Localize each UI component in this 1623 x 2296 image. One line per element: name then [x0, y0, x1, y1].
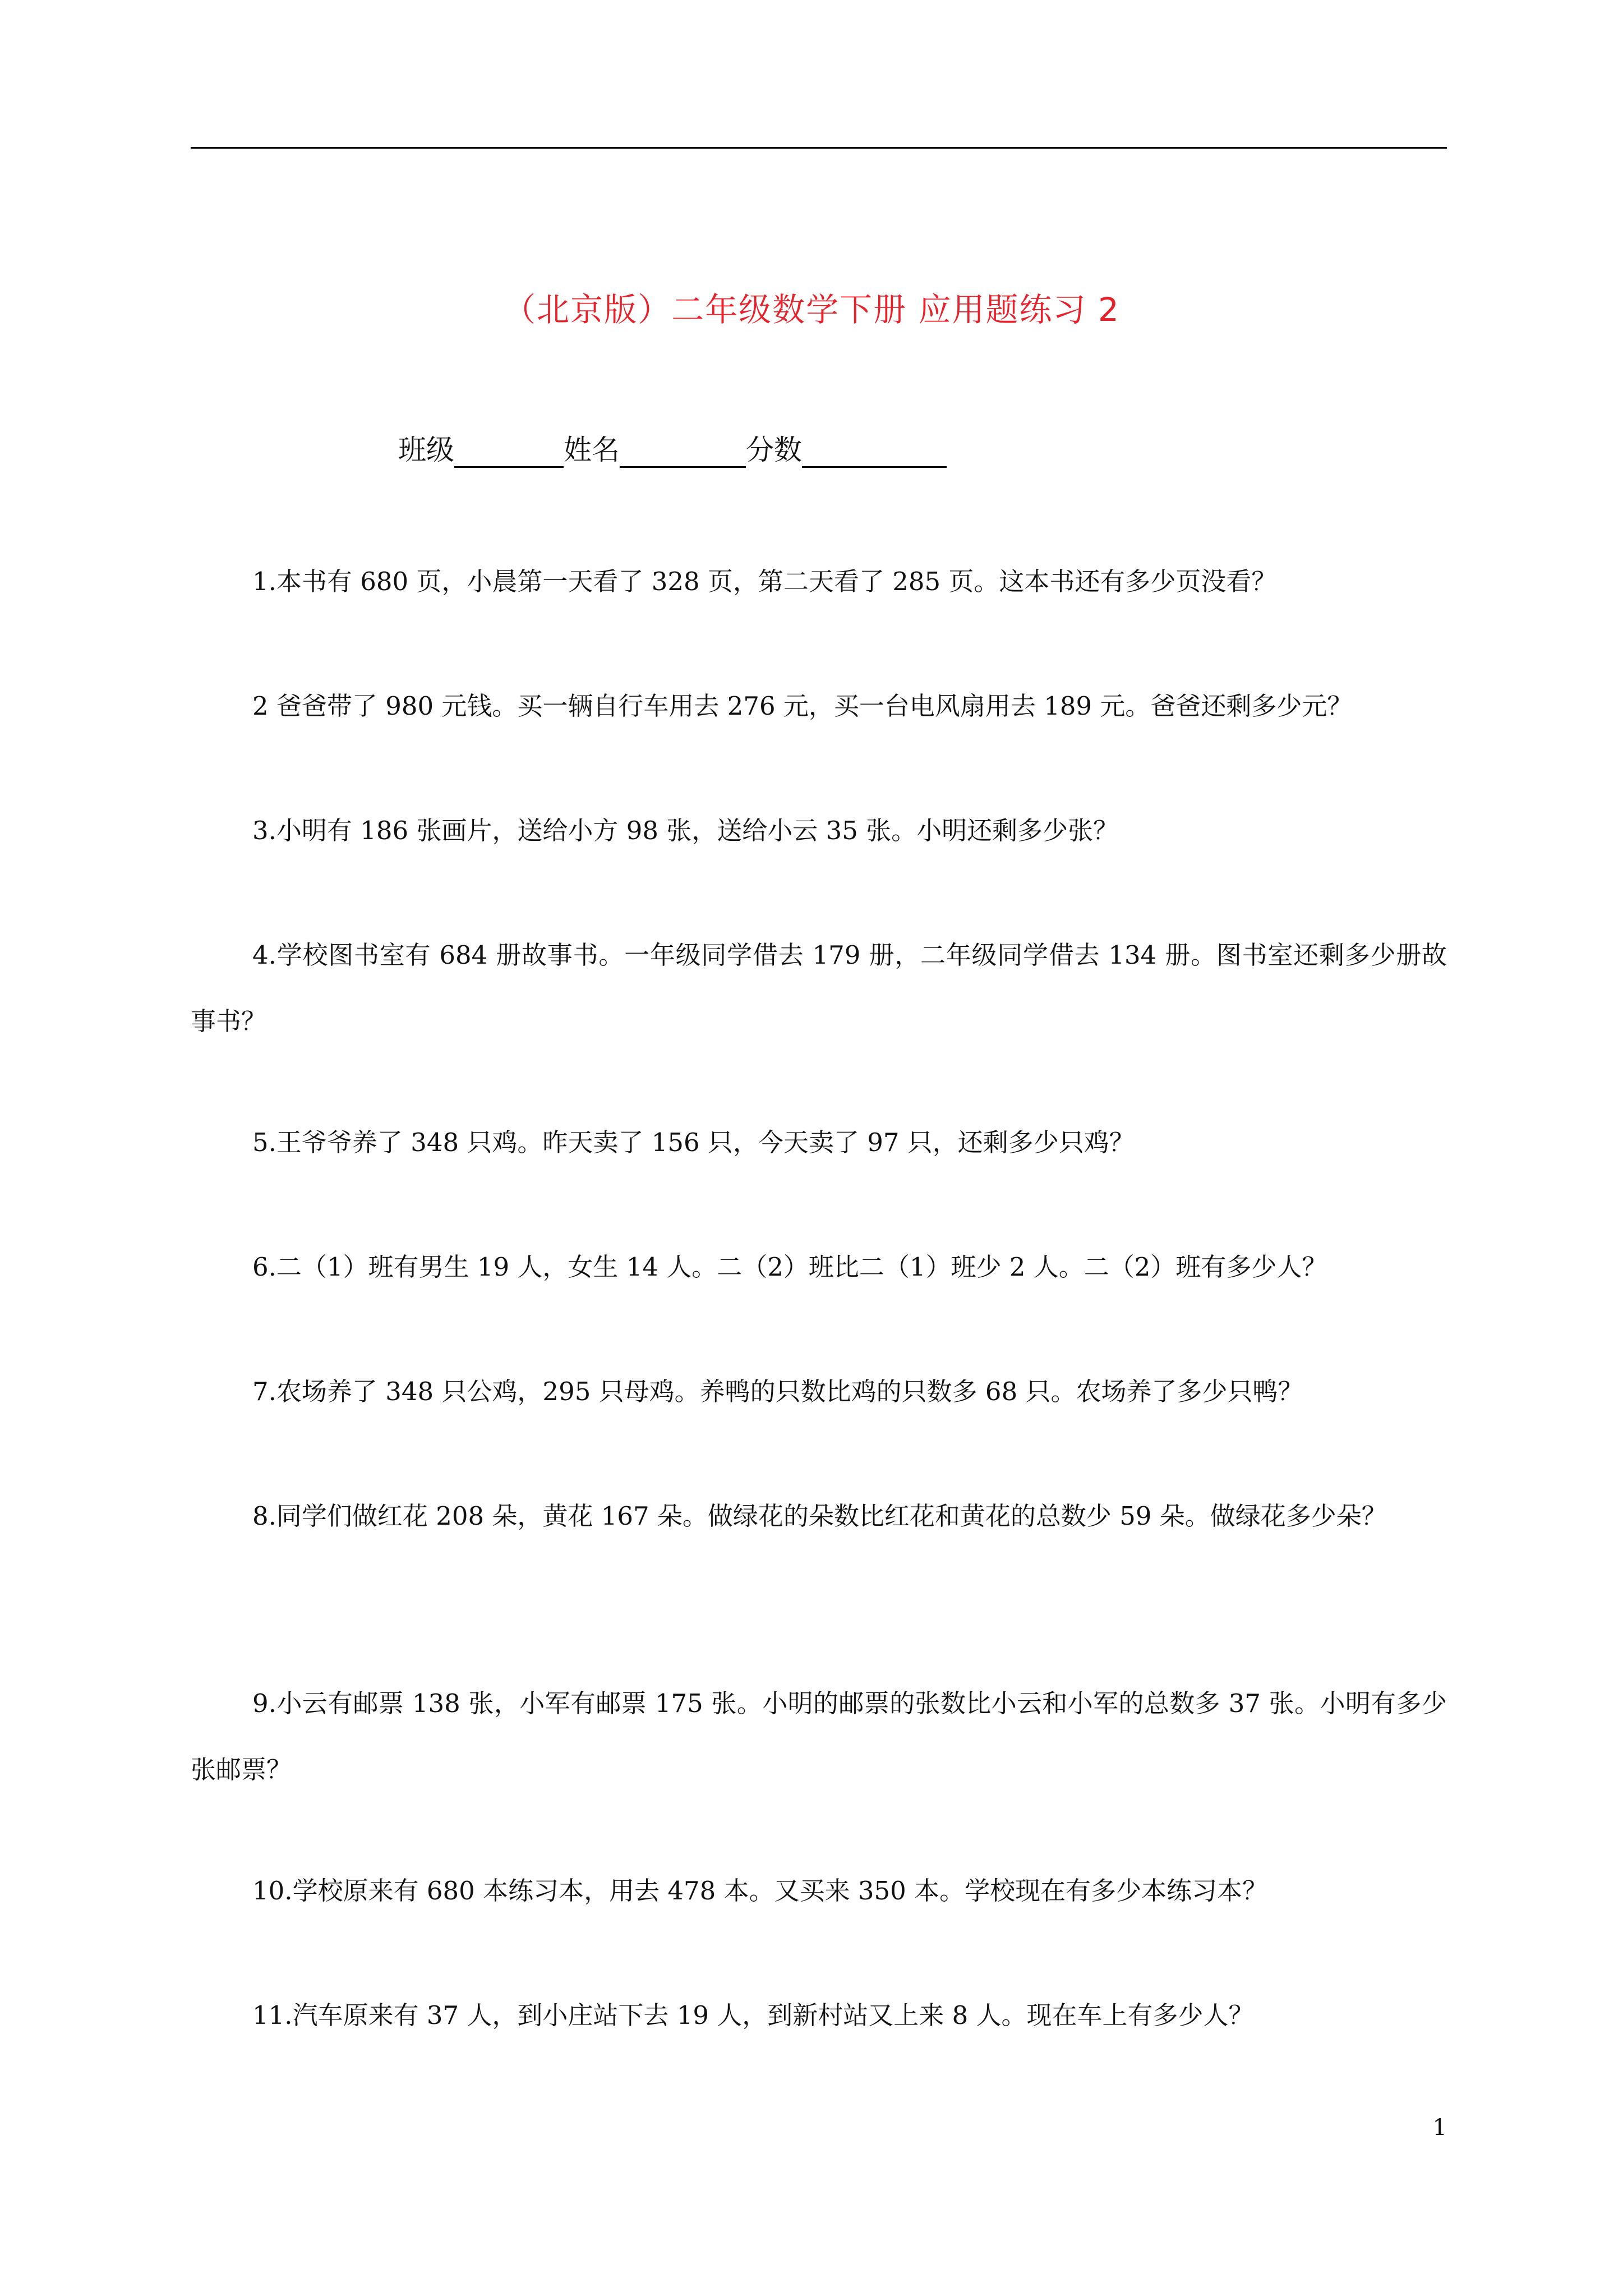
score-label: 分数 — [746, 434, 802, 466]
student-info-line — [398, 427, 947, 468]
question-4: 4.学校图书室有 684 册故事书。一年级同学借去 179 册，二年级同学借去 134 册。图书室还剩多少册故事书？ — [191, 940, 1447, 1036]
question-1: 1.本书有 680 页，小晨第一天看了 328 页，第二天看了 285 页。这本书还有多少页没看？ — [252, 567, 1277, 596]
question-7: 7.农场养了 348 只公鸡，295 只母鸡。养鸭的只数比鸡的只数多 68 只。农场养了多少只鸭？ — [252, 1377, 1303, 1406]
question-9: 9.小云有邮票 138 张，小军有邮票 175 张。小明的邮票的张数比小云和小军的总数多 37 张。小明有多少张邮票？ — [191, 1688, 1447, 1784]
question-6: 6.二（1）班有男生 19 人，女生 14 人。二（2）班比二（1）班少 2 人。二（2）班有多少人？ — [252, 1252, 1327, 1282]
name-blank — [620, 435, 746, 468]
name-label: 姓名 — [564, 434, 620, 466]
score-blank — [802, 435, 947, 468]
question-3: 3.小明有 186 张画片，送给小方 98 张，送给小云 35 张。小明还剩多少张？ — [252, 816, 1119, 845]
class-label: 班级 — [398, 434, 454, 466]
question-8: 8.同学们做红花 208 朵，黄花 167 朵。做绿花的朵数比红花和黄花的总数少 59 朵。做绿花多少朵？ — [252, 1501, 1387, 1531]
header-rule — [191, 147, 1447, 149]
question-2: 2 爸爸带了 980 元钱。买一辆自行车用去 276 元，买一台电风扇用去 189 元。爸爸还剩多少元？ — [252, 691, 1353, 721]
question-5: 5.王爷爷养了 348 只鸡。昨天卖了 156 只，今天卖了 97 只，还剩多少只鸡？ — [252, 1128, 1135, 1157]
class-blank — [454, 435, 564, 468]
page-number: 1 — [1432, 2115, 1447, 2141]
question-11: 11.汽车原来有 37 人，到小庄站下去 19 人，到新村站又上来 8 人。现在车上有多少人？ — [252, 2000, 1254, 2030]
document-title: （北京版）二年级数学下册 应用题练习 2 — [503, 291, 1120, 329]
question-10: 10.学校原来有 680 本练习本，用去 478 本。又买来 350 本。学校现在有多少本练习本？ — [252, 1876, 1268, 1906]
